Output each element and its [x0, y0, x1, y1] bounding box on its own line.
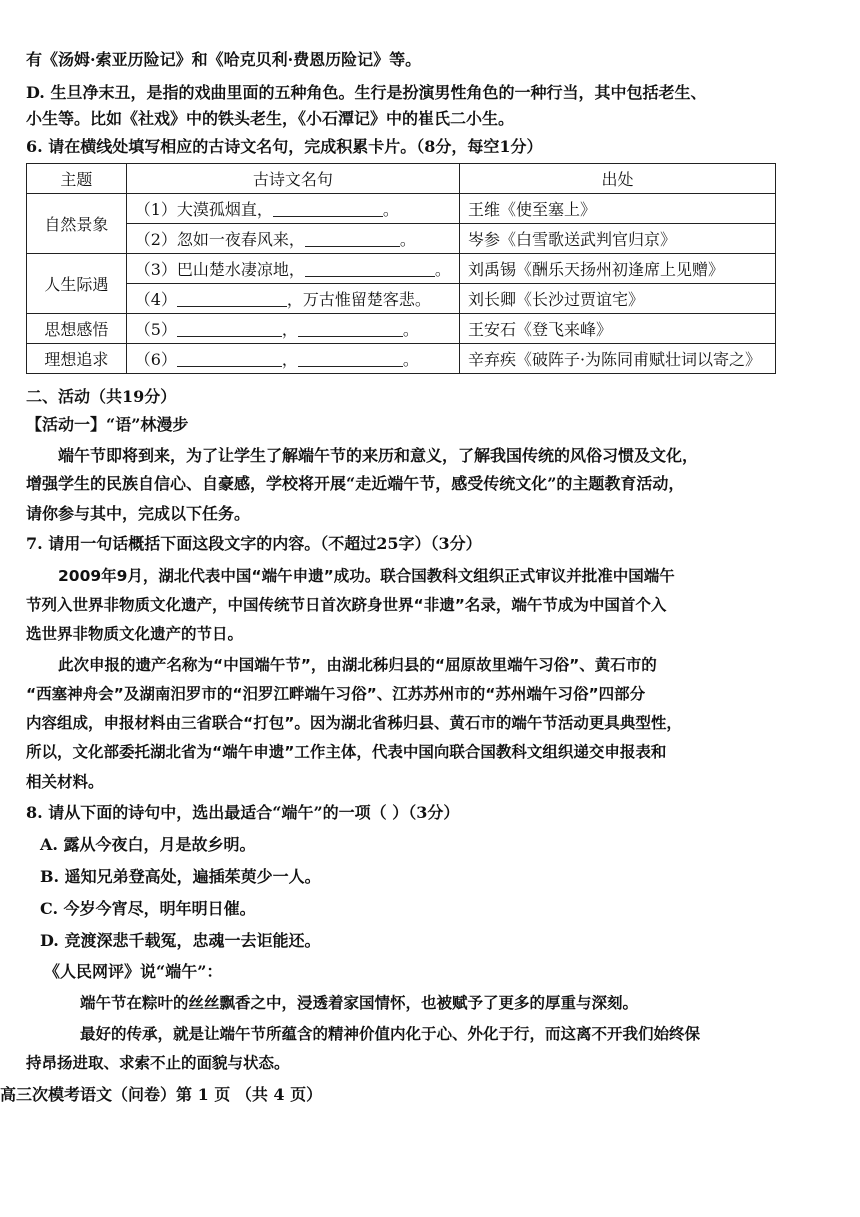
- option-a[interactable]: A. 露从今夜白，月是故乡明。: [40, 835, 256, 854]
- table-row: [27, 224, 776, 254]
- table-header-row: [27, 164, 776, 194]
- verse-text: 。: [382, 200, 399, 219]
- topic-cell: 理想追求: [27, 344, 127, 374]
- answer-blank[interactable]: [298, 322, 403, 337]
- verse-text: 。: [399, 230, 416, 249]
- item-number: （2）: [134, 230, 177, 249]
- verse-cell: [126, 314, 459, 344]
- section-title: 二、活动（共19分）: [26, 387, 177, 406]
- item-number: （1）: [134, 200, 177, 219]
- answer-blank[interactable]: [298, 352, 403, 367]
- source-cell: 刘禹锡《酬乐天扬州初逢席上见赠》: [459, 254, 775, 284]
- accumulation-card-table: [26, 163, 776, 374]
- intro-line: 小生等。比如《社戏》中的铁头老生，《小石潭记》中的崔氏二小生。: [26, 109, 515, 128]
- review-line: 最好的传承，就是让端午节所蕴含的精神价值内化于心、外化于行，而这离不开我们始终保: [80, 1025, 701, 1043]
- passage-line: 相关材料。: [26, 773, 104, 791]
- topic-cell: 自然景象: [27, 194, 127, 254]
- option-c[interactable]: C. 今岁今宵尽，明年明日催。: [40, 899, 256, 918]
- table-row: [27, 254, 776, 284]
- activity-text: 增强学生的民族自信心、自豪感，学校将开展“走近端午节，感受传统文化”的主题教育活动，: [26, 474, 685, 493]
- option-b[interactable]: B. 遥知兄弟登高处，遍插茱萸少一人。: [40, 867, 321, 886]
- verse-cell: [126, 254, 459, 284]
- verse-text: ，: [281, 350, 298, 369]
- passage-line: 内容组成，申报材料由三省联合“打包”。因为湖北省秭归县、黄石市的端午节活动更具典型性，: [26, 714, 682, 732]
- verse-cell: [126, 284, 459, 314]
- item-number: （3）: [134, 260, 177, 279]
- table-row: [27, 314, 776, 344]
- activity-title: 【活动一】“语”林漫步: [26, 415, 189, 434]
- intro-line: 有《汤姆·索亚历险记》和《哈克贝利·费恩历险记》等。: [26, 50, 422, 69]
- table-row: [27, 194, 776, 224]
- verse-text: 忽如一夜春风来，: [176, 230, 305, 249]
- header-verse: 古诗文名句: [126, 164, 459, 194]
- verse-text: 。: [402, 350, 419, 369]
- verse-text: ，万古惟留楚客悲。: [286, 290, 431, 309]
- header-topic: 主题: [27, 164, 127, 194]
- q6-prompt: 6. 请在横线处填写相应的古诗文名句，完成积累卡片。（8分，每空1分）: [26, 137, 543, 156]
- verse-cell: [126, 194, 459, 224]
- passage-line: 所以，文化部委托湖北省为“端午申遗”工作主体，代表中国向联合国教科文组织递交申报表和: [26, 743, 667, 761]
- intro-line: D. 生旦净末丑，是指的戏曲里面的五种角色。生行是扮演男性角色的一种行当，其中包括老生、: [26, 83, 707, 102]
- item-number: （6）: [134, 350, 177, 369]
- verse-text: ，: [281, 320, 298, 339]
- answer-blank[interactable]: [305, 262, 435, 277]
- answer-blank[interactable]: [305, 232, 400, 247]
- table-row: [27, 344, 776, 374]
- passage-line: 节列入世界非物质文化遗产，中国传统节日首次跻身世界“非遗”名录，端午节成为中国首个入: [26, 596, 667, 614]
- item-number: （5）: [134, 320, 177, 339]
- source-cell: 岑参《白雪歌送武判官归京》: [459, 224, 775, 254]
- page-footer: 高三次模考语文（问卷）第 1 页 （共 4 页）: [0, 1085, 323, 1104]
- topic-cell: 人生际遇: [27, 254, 127, 314]
- table-row: [27, 284, 776, 314]
- verse-text: 巴山楚水凄凉地，: [176, 260, 305, 279]
- source-cell: 王维《使至塞上》: [459, 194, 775, 224]
- verse-cell: [126, 224, 459, 254]
- activity-text: 端午节即将到来，为了让学生了解端午节的来历和意义，了解我国传统的风俗习惯及文化，: [58, 446, 699, 465]
- passage-line: 此次申报的遗产名称为“中国端午节”，由湖北秭归县的“屈原故里端午习俗”、黄石市的: [58, 656, 657, 674]
- answer-blank[interactable]: [177, 322, 282, 337]
- answer-blank[interactable]: [177, 352, 282, 367]
- topic-cell: 思想感悟: [27, 314, 127, 344]
- option-d[interactable]: D. 竞渡深悲千载冤，忠魂一去讵能还。: [40, 931, 321, 950]
- review-line: 端午节在粽叶的丝丝飘香之中，浸透着家国情怀，也被赋予了更多的厚重与深刻。: [80, 994, 639, 1012]
- verse-text: 。: [402, 320, 419, 339]
- verse-cell: [126, 344, 459, 374]
- review-title: 《人民网评》说“端午”：: [44, 962, 223, 981]
- passage-line: 2009年9月，湖北代表中国“端午申遗”成功。联合国教科文组织正式审议并批准中国端午: [58, 567, 675, 585]
- activity-text: 请你参与其中，完成以下任务。: [26, 504, 251, 523]
- source-cell: 王安石《登飞来峰》: [459, 314, 775, 344]
- passage-line: “西塞神舟会”及湖南汨罗市的“汨罗江畔端午习俗”、江苏苏州市的“苏州端午习俗”四部分: [26, 685, 646, 703]
- passage-line: 选世界非物质文化遗产的节日。: [26, 625, 244, 643]
- answer-blank[interactable]: [177, 292, 287, 307]
- verse-text: 。: [434, 260, 451, 279]
- source-cell: 辛弃疾《破阵子·为陈同甫赋壮词以寄之》: [459, 344, 775, 374]
- answer-blank[interactable]: [273, 202, 383, 217]
- verse-text: 大漠孤烟直，: [176, 200, 273, 219]
- header-source: 出处: [459, 164, 775, 194]
- item-number: （4）: [134, 290, 177, 309]
- source-cell: 刘长卿《长沙过贾谊宅》: [459, 284, 775, 314]
- q8-prompt: 8. 请从下面的诗句中，选出最适合“端午”的一项（ ）（3分）: [26, 803, 460, 822]
- q7-prompt: 7. 请用一句话概括下面这段文字的内容。（不超过25字）（3分）: [26, 534, 482, 553]
- review-line: 持昂扬进取、求索不止的面貌与状态。: [26, 1054, 290, 1072]
